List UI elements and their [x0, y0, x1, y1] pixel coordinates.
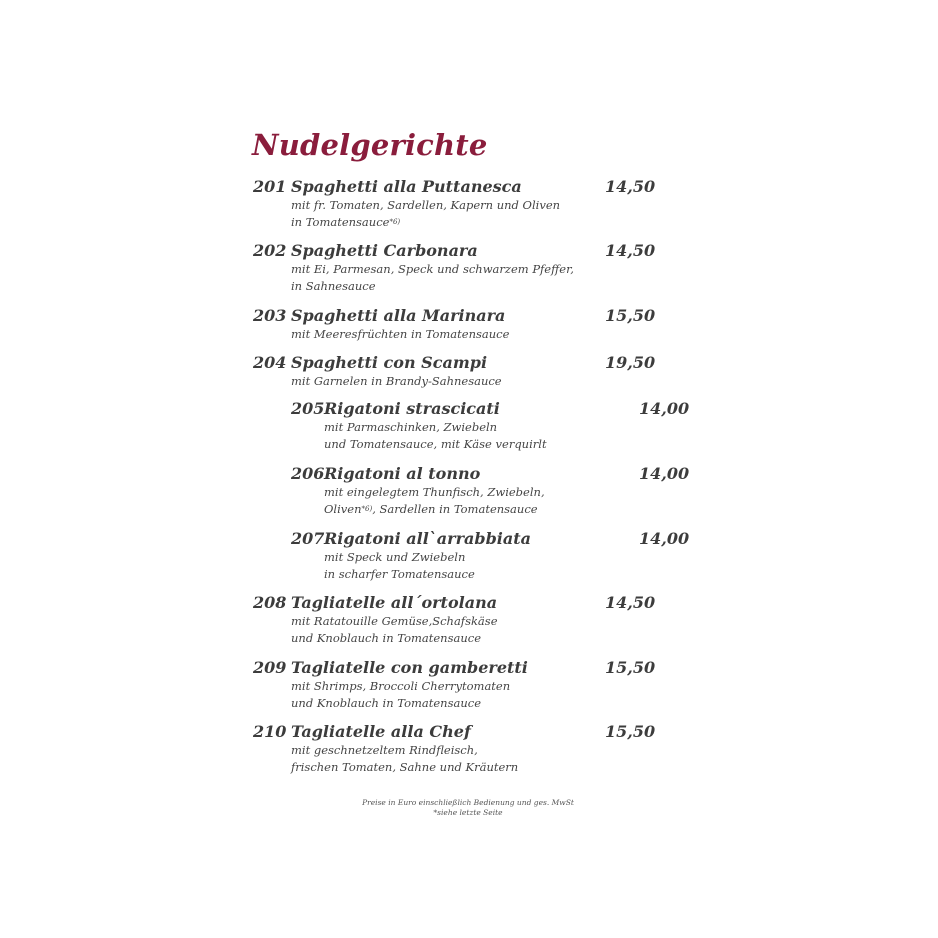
- item-description-line-2: und Knoblauch in Tomatensauce: [291, 696, 482, 710]
- item-description-line-1: mit eingelegtem Thunfisch, Zwiebeln,: [324, 485, 545, 499]
- item-price: 15,50: [605, 722, 656, 741]
- item-description-line-1: mit Shrimps, Broccoli Cherrytomaten: [291, 679, 511, 693]
- item-number: 203: [253, 306, 287, 325]
- item-price: 14,00: [639, 399, 690, 418]
- item-description-line-1: mit Parmaschinken, Zwiebeln: [324, 420, 498, 434]
- item-description-line-2: und Tomatensauce, mit Käse verquirlt: [324, 437, 547, 451]
- item-price: 14,50: [605, 241, 656, 260]
- footnote: *siehe letzte Seite: [433, 808, 503, 817]
- item-name: Rigatoni strascicati: [324, 399, 500, 418]
- footer-note: [300, 798, 636, 818]
- item-price: 15,50: [605, 658, 656, 677]
- item-name: Spaghetti alla Puttanesca: [291, 177, 522, 196]
- item-name: Spaghetti alla Marinara: [291, 306, 506, 325]
- item-name: Rigatoni all`arrabbiata: [324, 529, 531, 548]
- item-description-line-1: mit Garnelen in Brandy-Sahnesauce: [291, 374, 502, 388]
- allergen-note: *6): [361, 505, 373, 513]
- item-description-line-1: mit Speck und Zwiebeln: [324, 550, 466, 564]
- item-description-text: , Sardellen in Tomatensauce: [372, 502, 538, 516]
- price-note: Preise in Euro einschließlich Bedienung und ges. MwSt: [362, 798, 574, 807]
- item-description-line-2: und Knoblauch in Tomatensauce: [291, 631, 482, 645]
- item-name: Spaghetti Carbonara: [291, 241, 478, 260]
- item-description-line-1: mit Ratatouille Gemüse,Schafskäse: [291, 614, 498, 628]
- item-number: 204: [253, 353, 287, 372]
- item-description-line-1: mit Ei, Parmesan, Speck und schwarzem Pfeffer,: [291, 262, 574, 276]
- item-name: Tagliatelle all´ortolana: [291, 593, 498, 612]
- item-price: 14,50: [605, 593, 656, 612]
- item-number: 208: [253, 593, 287, 612]
- page-title: Nudelgerichte: [252, 128, 488, 162]
- item-number: 210: [253, 722, 287, 741]
- allergen-note: *6): [389, 218, 401, 226]
- item-number: 206: [291, 464, 325, 483]
- item-price: 14,00: [639, 464, 690, 483]
- item-description-line-2: [291, 214, 400, 231]
- item-price: 15,50: [605, 306, 656, 325]
- item-description-text: in Tomatensauce: [291, 215, 390, 229]
- item-name: Rigatoni al tonno: [324, 464, 481, 483]
- item-description-line-2: frischen Tomaten, Sahne und Kräutern: [291, 760, 519, 774]
- item-number: 207: [291, 529, 325, 548]
- item-number: 201: [253, 177, 287, 196]
- item-description-line-1: mit geschnetzeltem Rindfleisch,: [291, 743, 478, 757]
- item-price: 19,50: [605, 353, 656, 372]
- item-number: 205: [291, 399, 325, 418]
- item-description-text: Oliven: [324, 502, 362, 516]
- item-description-line-1: mit Meeresfrüchten in Tomatensauce: [291, 327, 510, 341]
- item-name: Tagliatelle con gamberetti: [291, 658, 528, 677]
- item-price: 14,00: [639, 529, 690, 548]
- item-description-line-1: mit fr. Tomaten, Sardellen, Kapern und Oliven: [291, 198, 561, 212]
- item-name: Spaghetti con Scampi: [291, 353, 488, 372]
- item-number: 209: [253, 658, 287, 677]
- item-price: 14,50: [605, 177, 656, 196]
- item-name: Tagliatelle alla Chef: [291, 722, 471, 741]
- item-number: 202: [253, 241, 287, 260]
- item-description-line-2: in Sahnesauce: [291, 279, 376, 293]
- item-description-line-2: [324, 501, 538, 518]
- item-description-line-2: in scharfer Tomatensauce: [324, 567, 475, 581]
